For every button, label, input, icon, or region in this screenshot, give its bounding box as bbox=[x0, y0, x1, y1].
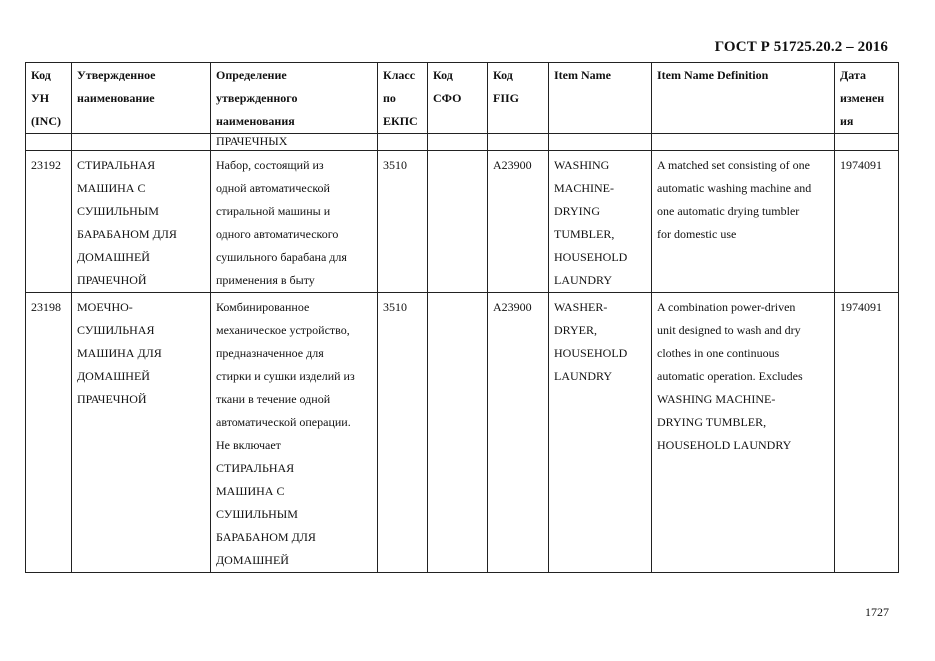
cell-sfo bbox=[428, 293, 488, 573]
header-line: Код bbox=[31, 68, 51, 82]
cell-definition-line: применения в быту bbox=[216, 273, 315, 287]
continuation-cell-fiig bbox=[488, 134, 549, 151]
header-line: Класс bbox=[383, 68, 416, 82]
cell-sfo bbox=[428, 151, 488, 293]
cell-item-name-line: TUMBLER, bbox=[554, 227, 615, 241]
cell-definition-line: СТИРАЛЬНАЯ bbox=[216, 461, 295, 475]
cell-name bbox=[72, 151, 211, 293]
cell-name-line: ДОМАШНЕЙ bbox=[77, 250, 150, 264]
table-row bbox=[26, 293, 899, 573]
header-line: Определение bbox=[216, 68, 287, 82]
nomenclature-table bbox=[25, 62, 899, 573]
header-line: Item Name bbox=[554, 68, 611, 82]
cell-item-definition-line: HOUSEHOLD LAUNDRY bbox=[657, 438, 792, 452]
cell-definition bbox=[211, 151, 378, 293]
header-line: СФО bbox=[433, 91, 462, 105]
header-line: Дата bbox=[840, 68, 866, 82]
cell-item-name-line: WASHER- bbox=[554, 300, 608, 314]
cell-item-definition-line: unit designed to wash and dry bbox=[657, 323, 801, 337]
cell-name bbox=[72, 293, 211, 573]
continuation-cell-date bbox=[835, 134, 899, 151]
header-line: наименования bbox=[216, 114, 295, 128]
cell-definition-line: Комбинированное bbox=[216, 300, 310, 314]
header-sfo bbox=[428, 63, 488, 134]
cell-date: 1974091 bbox=[835, 151, 899, 293]
continuation-row bbox=[26, 134, 899, 151]
cell-definition-line: сушильного барабана для bbox=[216, 250, 347, 264]
cell-inc: 23192 bbox=[26, 151, 72, 293]
header-line: Код bbox=[433, 68, 453, 82]
header-date bbox=[835, 63, 899, 134]
cell-item-definition bbox=[652, 293, 835, 573]
continuation-cell-item-definition bbox=[652, 134, 835, 151]
header-line: утвержденного bbox=[216, 91, 298, 105]
cell-name-line: МАШИНА ДЛЯ bbox=[77, 346, 162, 360]
header-fiig bbox=[488, 63, 549, 134]
header-ekps bbox=[378, 63, 428, 134]
cell-item-name-line: LAUNDRY bbox=[554, 369, 613, 383]
header-name bbox=[72, 63, 211, 134]
continuation-cell-definition: ПРАЧЕЧНЫХ bbox=[211, 134, 378, 151]
cell-ekps: 3510 bbox=[378, 293, 428, 573]
cell-definition-line: механическое устройство, bbox=[216, 323, 350, 337]
continuation-cell-item-name bbox=[549, 134, 652, 151]
cell-definition-line: одной автоматической bbox=[216, 181, 330, 195]
cell-item-name-line: LAUNDRY bbox=[554, 273, 613, 287]
cell-item-name-line: HOUSEHOLD bbox=[554, 250, 628, 264]
cell-item-name-line: MACHINE- bbox=[554, 181, 614, 195]
cell-item-definition-line: clothes in one continuous bbox=[657, 346, 780, 360]
cell-definition-line: ДОМАШНЕЙ bbox=[216, 553, 289, 567]
cell-name-line: ПРАЧЕЧНОЙ bbox=[77, 392, 147, 406]
document-standard-number: ГОСТ Р 51725.20.2 – 2016 bbox=[714, 39, 888, 55]
header-line: ия bbox=[840, 114, 854, 128]
cell-definition-line: МАШИНА С bbox=[216, 484, 285, 498]
cell-name-line: МОЕЧНО- bbox=[77, 300, 133, 314]
cell-item-definition-line: one automatic drying tumbler bbox=[657, 204, 800, 218]
continuation-cell-name bbox=[72, 134, 211, 151]
cell-item-definition-line: DRYING TUMBLER, bbox=[657, 415, 767, 429]
cell-name-line: МАШИНА С bbox=[77, 181, 146, 195]
cell-name-line: СТИРАЛЬНАЯ bbox=[77, 158, 156, 172]
cell-item-name-line: DRYING bbox=[554, 204, 601, 218]
cell-definition bbox=[211, 293, 378, 573]
table-body bbox=[26, 134, 899, 573]
cell-ekps: 3510 bbox=[378, 151, 428, 293]
cell-item-definition-line: A matched set consisting of one bbox=[657, 158, 810, 172]
cell-definition-line: СУШИЛЬНЫМ bbox=[216, 507, 298, 521]
header-line: Код bbox=[493, 68, 513, 82]
cell-item-definition-line: A combination power-driven bbox=[657, 300, 796, 314]
table-row bbox=[26, 151, 899, 293]
cell-item-name bbox=[549, 151, 652, 293]
header-line: Item Name Definition bbox=[657, 68, 769, 82]
table-header bbox=[26, 63, 899, 134]
cell-definition-line: одного автоматического bbox=[216, 227, 339, 241]
cell-definition-line: БАРАБАНОМ ДЛЯ bbox=[216, 530, 316, 544]
header-item-definition bbox=[652, 63, 835, 134]
cell-item-name-line: WASHING bbox=[554, 158, 610, 172]
header-line: изменен bbox=[840, 91, 885, 105]
cell-date: 1974091 bbox=[835, 293, 899, 573]
cell-fiig: A23900 bbox=[488, 151, 549, 293]
header-line: по bbox=[383, 91, 396, 105]
page-number: 1727 bbox=[865, 605, 889, 619]
cell-item-name bbox=[549, 293, 652, 573]
cell-item-definition-line: automatic washing machine and bbox=[657, 181, 812, 195]
cell-item-name-line: HOUSEHOLD bbox=[554, 346, 628, 360]
cell-name-line: ПРАЧЕЧНОЙ bbox=[77, 273, 147, 287]
cell-definition-line: Набор, состоящий из bbox=[216, 158, 324, 172]
cell-definition-line: предназначенное для bbox=[216, 346, 324, 360]
cell-item-definition-line: WASHING MACHINE- bbox=[657, 392, 776, 406]
continuation-cell-ekps bbox=[378, 134, 428, 151]
cell-definition-line: стиральной машины и bbox=[216, 204, 331, 218]
cell-item-definition-line: automatic operation. Excludes bbox=[657, 369, 803, 383]
cell-inc: 23198 bbox=[26, 293, 72, 573]
header-line: ЕКПС bbox=[383, 114, 418, 128]
header-item-name bbox=[549, 63, 652, 134]
cell-fiig: A23900 bbox=[488, 293, 549, 573]
cell-definition-line: автоматической операции. bbox=[216, 415, 351, 429]
header-inc bbox=[26, 63, 72, 134]
cell-name-line: СУШИЛЬНАЯ bbox=[77, 323, 155, 337]
header-line: (INC) bbox=[31, 114, 61, 128]
cell-name-line: БАРАБАНОМ ДЛЯ bbox=[77, 227, 177, 241]
header-line: FIIG bbox=[493, 91, 520, 105]
header-line: УН bbox=[31, 91, 50, 105]
cell-name-line: СУШИЛЬНЫМ bbox=[77, 204, 159, 218]
cell-definition-line: стирки и сушки изделий из bbox=[216, 369, 355, 383]
header-row bbox=[26, 63, 899, 134]
cell-definition-line: ткани в течение одной bbox=[216, 392, 331, 406]
cell-name-line: ДОМАШНЕЙ bbox=[77, 369, 150, 383]
header-line: Утвержденное bbox=[77, 68, 156, 82]
cell-definition-line: Не включает bbox=[216, 438, 281, 452]
header-definition bbox=[211, 63, 378, 134]
cell-item-name-line: DRYER, bbox=[554, 323, 598, 337]
continuation-cell-sfo bbox=[428, 134, 488, 151]
header-line: наименование bbox=[77, 91, 155, 105]
continuation-cell-inc bbox=[26, 134, 72, 151]
cell-item-definition-line: for domestic use bbox=[657, 227, 737, 241]
cell-item-definition bbox=[652, 151, 835, 293]
